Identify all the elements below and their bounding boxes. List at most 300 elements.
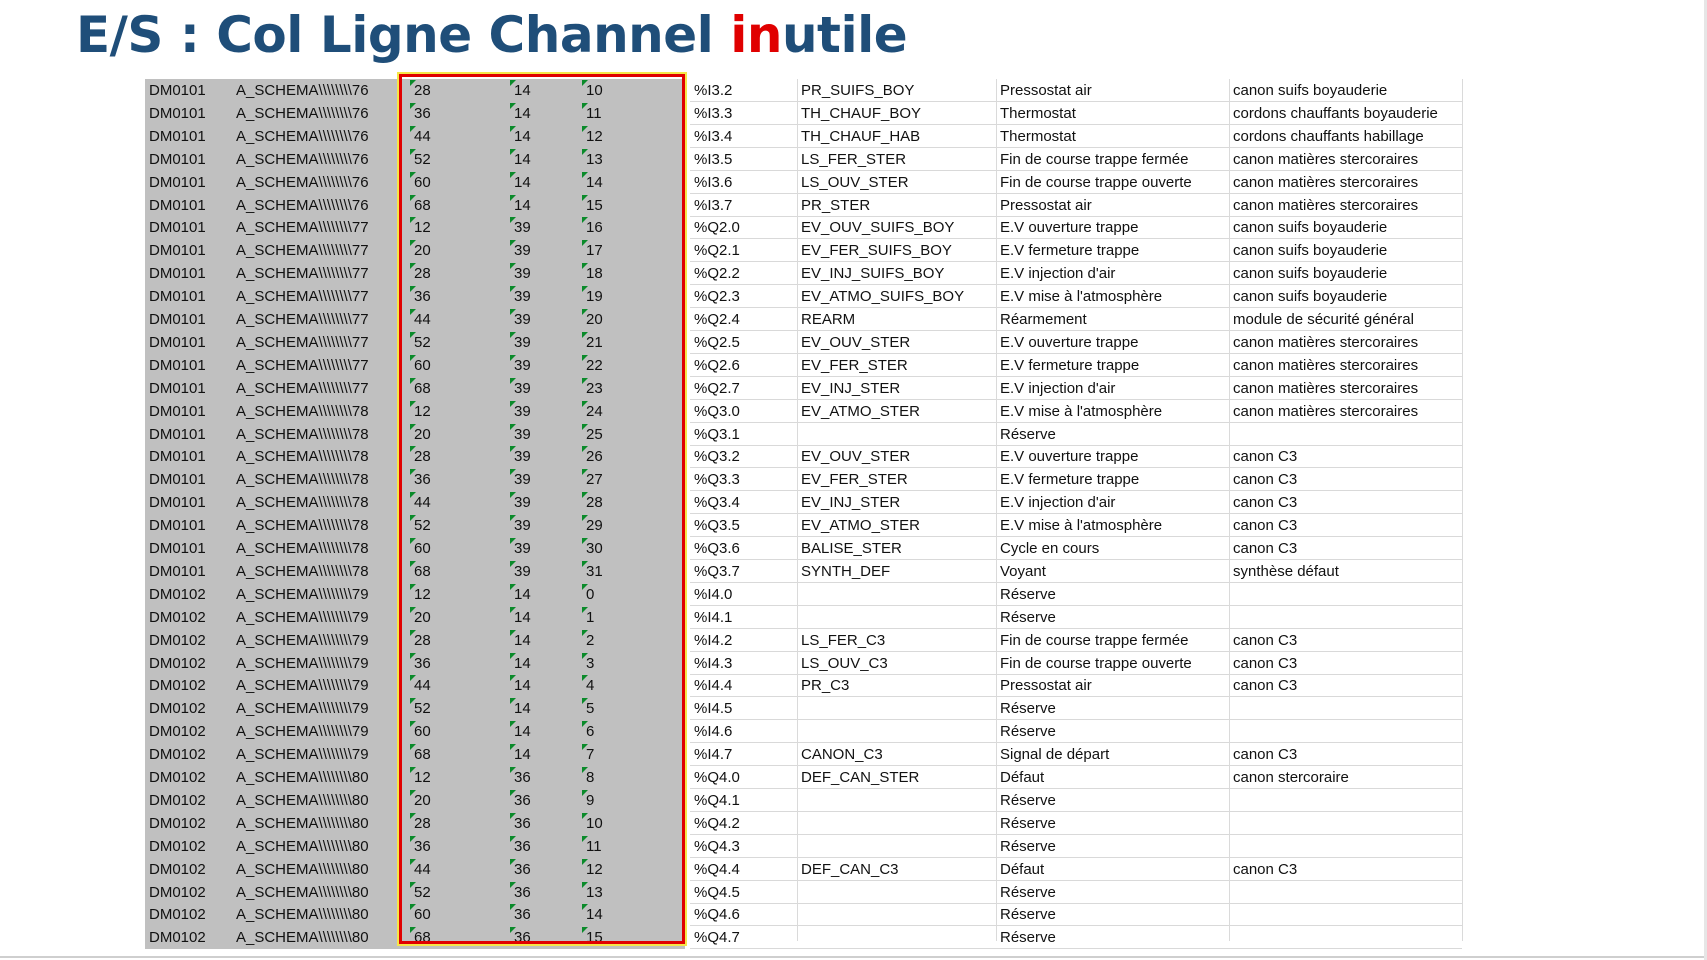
channel-cell[interactable]: 10 bbox=[584, 812, 603, 835]
address-cell[interactable]: %I3.3 bbox=[694, 104, 733, 122]
tag-cell[interactable]: EV_FER_STER bbox=[801, 471, 908, 489]
col-cell[interactable]: 12 bbox=[412, 216, 431, 239]
address-cell[interactable]: %Q2.5 bbox=[694, 333, 740, 351]
address-cell[interactable]: %Q4.3 bbox=[694, 837, 740, 855]
schema-cell[interactable]: A_SCHEMA\\\\\\\\78 bbox=[236, 494, 369, 512]
col-cell[interactable]: 60 bbox=[412, 354, 431, 377]
channel-cell[interactable]: 19 bbox=[584, 285, 603, 308]
description-cell[interactable]: Voyant bbox=[1000, 562, 1046, 580]
channel-cell[interactable]: 8 bbox=[584, 766, 594, 789]
address-cell[interactable]: %I3.6 bbox=[694, 173, 733, 191]
schema-cell[interactable]: A_SCHEMA\\\\\\\\77 bbox=[236, 242, 369, 260]
module-cell[interactable]: DM0101 bbox=[149, 333, 206, 351]
tag-cell[interactable]: EV_FER_STER bbox=[801, 356, 908, 374]
address-cell[interactable]: %Q2.6 bbox=[694, 356, 740, 374]
address-cell[interactable]: %Q3.1 bbox=[694, 425, 740, 443]
line-cell[interactable]: 14 bbox=[512, 652, 531, 675]
line-cell[interactable]: 36 bbox=[512, 835, 531, 858]
col-cell[interactable]: 28 bbox=[412, 812, 431, 835]
col-cell[interactable]: 68 bbox=[412, 926, 431, 949]
module-cell[interactable]: DM0101 bbox=[149, 104, 206, 122]
address-cell[interactable]: %Q3.4 bbox=[694, 494, 740, 512]
schema-cell[interactable]: A_SCHEMA\\\\\\\\80 bbox=[236, 814, 369, 832]
description-cell[interactable]: Fin de course trappe fermée bbox=[1000, 631, 1189, 649]
line-cell[interactable]: 14 bbox=[512, 171, 531, 194]
address-cell[interactable]: %Q3.7 bbox=[694, 562, 740, 580]
col-cell[interactable]: 36 bbox=[412, 652, 431, 675]
channel-cell[interactable]: 3 bbox=[584, 652, 594, 675]
channel-cell[interactable]: 27 bbox=[584, 468, 603, 491]
equipment-cell[interactable]: canon matières stercoraires bbox=[1233, 150, 1419, 168]
line-cell[interactable]: 36 bbox=[512, 926, 531, 949]
description-cell[interactable]: Réarmement bbox=[1000, 311, 1087, 328]
equipment-cell[interactable]: canon C3 bbox=[1233, 448, 1298, 466]
line-cell[interactable]: 39 bbox=[512, 308, 531, 331]
module-cell[interactable]: DM0101 bbox=[149, 562, 206, 580]
description-cell[interactable]: E.V injection d'air bbox=[1000, 494, 1116, 512]
line-cell[interactable]: 36 bbox=[512, 766, 531, 789]
tag-cell[interactable]: EV_INJ_STER bbox=[801, 494, 901, 512]
address-cell[interactable]: %Q2.4 bbox=[694, 311, 740, 328]
col-cell[interactable]: 60 bbox=[412, 171, 431, 194]
address-cell[interactable]: %Q2.1 bbox=[694, 242, 740, 260]
channel-cell[interactable]: 1 bbox=[584, 606, 594, 629]
channel-cell[interactable]: 31 bbox=[584, 560, 603, 583]
description-cell[interactable]: Défaut bbox=[1000, 769, 1045, 786]
channel-cell[interactable]: 11 bbox=[584, 102, 602, 125]
tag-cell[interactable]: BALISE_STER bbox=[801, 540, 902, 557]
address-cell[interactable]: %Q3.0 bbox=[694, 402, 740, 420]
description-cell[interactable]: E.V mise à l'atmosphère bbox=[1000, 517, 1163, 535]
equipment-cell[interactable]: canon C3 bbox=[1233, 494, 1298, 512]
address-cell[interactable]: %Q4.0 bbox=[694, 769, 740, 786]
module-cell[interactable]: DM0101 bbox=[149, 242, 206, 260]
tag-cell[interactable]: PR_SUIFS_BOY bbox=[801, 82, 915, 99]
address-cell[interactable]: %Q4.7 bbox=[694, 929, 740, 947]
equipment-cell[interactable]: canon stercoraire bbox=[1233, 769, 1349, 786]
channel-cell[interactable]: 25 bbox=[584, 423, 603, 446]
equipment-cell[interactable]: canon C3 bbox=[1233, 631, 1298, 649]
channel-cell[interactable]: 9 bbox=[584, 789, 594, 812]
module-cell[interactable]: DM0102 bbox=[149, 769, 206, 786]
schema-cell[interactable]: A_SCHEMA\\\\\\\\79 bbox=[236, 677, 369, 695]
module-cell[interactable]: DM0101 bbox=[149, 540, 206, 557]
schema-cell[interactable]: A_SCHEMA\\\\\\\\79 bbox=[236, 585, 369, 603]
address-cell[interactable]: %I4.6 bbox=[694, 723, 733, 741]
channel-cell[interactable]: 28 bbox=[584, 491, 603, 514]
col-cell[interactable]: 20 bbox=[412, 789, 431, 812]
schema-cell[interactable]: A_SCHEMA\\\\\\\\79 bbox=[236, 631, 369, 649]
schema-cell[interactable]: A_SCHEMA\\\\\\\\80 bbox=[236, 860, 369, 878]
module-cell[interactable]: DM0102 bbox=[149, 723, 206, 741]
col-cell[interactable]: 68 bbox=[412, 377, 431, 400]
col-cell[interactable]: 60 bbox=[412, 903, 431, 926]
line-cell[interactable]: 14 bbox=[512, 102, 531, 125]
description-cell[interactable]: Réserve bbox=[1000, 929, 1056, 947]
col-cell[interactable]: 68 bbox=[412, 194, 431, 217]
col-cell[interactable]: 68 bbox=[412, 560, 431, 583]
schema-cell[interactable]: A_SCHEMA\\\\\\\\78 bbox=[236, 471, 369, 489]
channel-cell[interactable]: 15 bbox=[584, 194, 603, 217]
module-cell[interactable]: DM0101 bbox=[149, 471, 206, 489]
description-cell[interactable]: E.V fermeture trappe bbox=[1000, 242, 1140, 260]
address-cell[interactable]: %I3.7 bbox=[694, 196, 733, 214]
module-cell[interactable]: DM0101 bbox=[149, 265, 206, 283]
description-cell[interactable]: Réserve bbox=[1000, 700, 1056, 718]
module-cell[interactable]: DM0102 bbox=[149, 654, 206, 672]
module-cell[interactable]: DM0101 bbox=[149, 173, 206, 191]
description-cell[interactable]: Réserve bbox=[1000, 906, 1056, 924]
description-cell[interactable]: E.V ouverture trappe bbox=[1000, 333, 1139, 351]
equipment-cell[interactable]: canon matières stercoraires bbox=[1233, 173, 1419, 191]
tag-cell[interactable]: SYNTH_DEF bbox=[801, 562, 891, 580]
col-cell[interactable]: 60 bbox=[412, 720, 431, 743]
description-cell[interactable]: Réserve bbox=[1000, 791, 1056, 809]
equipment-cell[interactable]: canon C3 bbox=[1233, 677, 1298, 695]
description-cell[interactable]: E.V injection d'air bbox=[1000, 379, 1116, 397]
line-cell[interactable]: 39 bbox=[512, 445, 531, 468]
col-cell[interactable]: 12 bbox=[412, 400, 431, 423]
line-cell[interactable]: 39 bbox=[512, 239, 531, 262]
channel-cell[interactable]: 12 bbox=[584, 125, 603, 148]
description-cell[interactable]: Réserve bbox=[1000, 723, 1056, 741]
equipment-cell[interactable]: cordons chauffants habillage bbox=[1233, 127, 1424, 145]
equipment-cell[interactable]: synthèse défaut bbox=[1233, 562, 1339, 580]
col-cell[interactable]: 44 bbox=[412, 491, 431, 514]
equipment-cell[interactable]: canon C3 bbox=[1233, 517, 1298, 535]
tag-cell[interactable]: EV_INJ_SUIFS_BOY bbox=[801, 265, 945, 283]
col-cell[interactable]: 36 bbox=[412, 835, 431, 858]
col-cell[interactable]: 36 bbox=[412, 468, 431, 491]
equipment-cell[interactable]: canon matières stercoraires bbox=[1233, 379, 1419, 397]
description-cell[interactable]: Fin de course trappe ouverte bbox=[1000, 654, 1192, 672]
module-cell[interactable]: DM0102 bbox=[149, 883, 206, 901]
module-cell[interactable]: DM0101 bbox=[149, 448, 206, 466]
schema-cell[interactable]: A_SCHEMA\\\\\\\\78 bbox=[236, 517, 369, 535]
schema-cell[interactable]: A_SCHEMA\\\\\\\\78 bbox=[236, 425, 369, 443]
line-cell[interactable]: 39 bbox=[512, 331, 531, 354]
description-cell[interactable]: E.V fermeture trappe bbox=[1000, 471, 1140, 489]
address-cell[interactable]: %Q3.6 bbox=[694, 540, 740, 557]
col-cell[interactable]: 52 bbox=[412, 881, 431, 904]
schema-cell[interactable]: A_SCHEMA\\\\\\\\77 bbox=[236, 333, 369, 351]
address-cell[interactable]: %I4.0 bbox=[694, 585, 733, 603]
schema-cell[interactable]: A_SCHEMA\\\\\\\\76 bbox=[236, 127, 369, 145]
col-cell[interactable]: 20 bbox=[412, 239, 431, 262]
equipment-cell[interactable]: canon C3 bbox=[1233, 654, 1298, 672]
schema-cell[interactable]: A_SCHEMA\\\\\\\\79 bbox=[236, 723, 369, 741]
equipment-cell[interactable]: module de sécurité général bbox=[1233, 311, 1414, 328]
schema-cell[interactable]: A_SCHEMA\\\\\\\\79 bbox=[236, 654, 369, 672]
line-cell[interactable]: 36 bbox=[512, 903, 531, 926]
channel-cell[interactable]: 29 bbox=[584, 514, 603, 537]
col-cell[interactable]: 36 bbox=[412, 285, 431, 308]
col-cell[interactable]: 44 bbox=[412, 674, 431, 697]
equipment-cell[interactable]: canon C3 bbox=[1233, 471, 1298, 489]
schema-cell[interactable]: A_SCHEMA\\\\\\\\76 bbox=[236, 150, 369, 168]
equipment-cell[interactable]: canon suifs boyauderie bbox=[1233, 288, 1388, 306]
tag-cell[interactable]: TH_CHAUF_BOY bbox=[801, 104, 922, 122]
channel-cell[interactable]: 11 bbox=[584, 835, 602, 858]
address-cell[interactable]: %I4.1 bbox=[694, 608, 733, 626]
schema-cell[interactable]: A_SCHEMA\\\\\\\\78 bbox=[236, 562, 369, 580]
description-cell[interactable]: Pressostat air bbox=[1000, 677, 1092, 695]
tag-cell[interactable]: CANON_C3 bbox=[801, 746, 883, 764]
equipment-cell[interactable]: canon suifs boyauderie bbox=[1233, 219, 1388, 237]
module-cell[interactable]: DM0101 bbox=[149, 356, 206, 374]
channel-cell[interactable]: 17 bbox=[584, 239, 603, 262]
line-cell[interactable]: 39 bbox=[512, 537, 531, 560]
channel-cell[interactable]: 23 bbox=[584, 377, 603, 400]
line-cell[interactable]: 14 bbox=[512, 125, 531, 148]
module-cell[interactable]: DM0101 bbox=[149, 219, 206, 237]
line-cell[interactable]: 39 bbox=[512, 514, 531, 537]
schema-cell[interactable]: A_SCHEMA\\\\\\\\80 bbox=[236, 791, 369, 809]
description-cell[interactable]: Cycle en cours bbox=[1000, 540, 1100, 557]
equipment-cell[interactable]: canon C3 bbox=[1233, 746, 1298, 764]
module-cell[interactable]: DM0102 bbox=[149, 585, 206, 603]
module-cell[interactable]: DM0102 bbox=[149, 608, 206, 626]
channel-cell[interactable]: 10 bbox=[584, 79, 603, 102]
col-cell[interactable]: 44 bbox=[412, 125, 431, 148]
schema-cell[interactable]: A_SCHEMA\\\\\\\\77 bbox=[236, 379, 369, 397]
line-cell[interactable]: 36 bbox=[512, 858, 531, 881]
description-cell[interactable]: E.V mise à l'atmosphère bbox=[1000, 402, 1163, 420]
col-cell[interactable]: 52 bbox=[412, 697, 431, 720]
line-cell[interactable]: 14 bbox=[512, 583, 531, 606]
col-cell[interactable]: 28 bbox=[412, 629, 431, 652]
channel-cell[interactable]: 0 bbox=[584, 583, 594, 606]
channel-cell[interactable]: 13 bbox=[584, 148, 603, 171]
description-cell[interactable]: E.V ouverture trappe bbox=[1000, 448, 1139, 466]
schema-cell[interactable]: A_SCHEMA\\\\\\\\80 bbox=[236, 769, 369, 786]
schema-cell[interactable]: A_SCHEMA\\\\\\\\76 bbox=[236, 82, 369, 99]
address-cell[interactable]: %I4.3 bbox=[694, 654, 733, 672]
equipment-cell[interactable]: canon suifs boyauderie bbox=[1233, 265, 1388, 283]
channel-cell[interactable]: 4 bbox=[584, 674, 594, 697]
tag-cell[interactable]: EV_ATMO_STER bbox=[801, 402, 920, 420]
equipment-cell[interactable]: cordons chauffants boyauderie bbox=[1233, 104, 1438, 122]
channel-cell[interactable]: 26 bbox=[584, 445, 603, 468]
line-cell[interactable]: 36 bbox=[512, 881, 531, 904]
col-cell[interactable]: 44 bbox=[412, 858, 431, 881]
description-cell[interactable]: Réserve bbox=[1000, 837, 1056, 855]
tag-cell[interactable]: LS_FER_STER bbox=[801, 150, 907, 168]
schema-cell[interactable]: A_SCHEMA\\\\\\\\76 bbox=[236, 196, 369, 214]
line-cell[interactable]: 36 bbox=[512, 789, 531, 812]
tag-cell[interactable]: DEF_CAN_C3 bbox=[801, 860, 899, 878]
module-cell[interactable]: DM0102 bbox=[149, 860, 206, 878]
line-cell[interactable]: 39 bbox=[512, 285, 531, 308]
module-cell[interactable]: DM0102 bbox=[149, 837, 206, 855]
line-cell[interactable]: 14 bbox=[512, 720, 531, 743]
tag-cell[interactable]: EV_ATMO_STER bbox=[801, 517, 920, 535]
schema-cell[interactable]: A_SCHEMA\\\\\\\\79 bbox=[236, 746, 369, 764]
channel-cell[interactable]: 14 bbox=[584, 903, 603, 926]
equipment-cell[interactable]: canon suifs boyauderie bbox=[1233, 242, 1388, 260]
schema-cell[interactable]: A_SCHEMA\\\\\\\\80 bbox=[236, 837, 369, 855]
address-cell[interactable]: %I4.4 bbox=[694, 677, 733, 695]
schema-cell[interactable]: A_SCHEMA\\\\\\\\80 bbox=[236, 906, 369, 924]
module-cell[interactable]: DM0101 bbox=[149, 82, 206, 99]
address-cell[interactable]: %Q3.2 bbox=[694, 448, 740, 466]
tag-cell[interactable]: EV_OUV_STER bbox=[801, 448, 911, 466]
tag-cell[interactable]: PR_C3 bbox=[801, 677, 850, 695]
tag-cell[interactable]: LS_OUV_STER bbox=[801, 173, 909, 191]
tag-cell[interactable]: EV_OUV_SUIFS_BOY bbox=[801, 219, 955, 237]
description-cell[interactable]: E.V ouverture trappe bbox=[1000, 219, 1139, 237]
description-cell[interactable]: Réserve bbox=[1000, 425, 1056, 443]
module-cell[interactable]: DM0102 bbox=[149, 814, 206, 832]
module-cell[interactable]: DM0102 bbox=[149, 631, 206, 649]
address-cell[interactable]: %Q2.0 bbox=[694, 219, 740, 237]
channel-cell[interactable]: 13 bbox=[584, 881, 603, 904]
address-cell[interactable]: %I3.4 bbox=[694, 127, 733, 145]
schema-cell[interactable]: A_SCHEMA\\\\\\\\80 bbox=[236, 929, 369, 947]
equipment-cell[interactable]: canon matières stercoraires bbox=[1233, 402, 1419, 420]
description-cell[interactable]: E.V fermeture trappe bbox=[1000, 356, 1140, 374]
col-cell[interactable]: 52 bbox=[412, 148, 431, 171]
line-cell[interactable]: 39 bbox=[512, 423, 531, 446]
col-cell[interactable]: 12 bbox=[412, 583, 431, 606]
col-cell[interactable]: 36 bbox=[412, 102, 431, 125]
address-cell[interactable]: %I3.5 bbox=[694, 150, 733, 168]
address-cell[interactable]: %Q4.6 bbox=[694, 906, 740, 924]
address-cell[interactable]: %I4.2 bbox=[694, 631, 733, 649]
channel-cell[interactable]: 5 bbox=[584, 697, 594, 720]
schema-cell[interactable]: A_SCHEMA\\\\\\\\77 bbox=[236, 265, 369, 283]
schema-cell[interactable]: A_SCHEMA\\\\\\\\80 bbox=[236, 883, 369, 901]
module-cell[interactable]: DM0101 bbox=[149, 196, 206, 214]
channel-cell[interactable]: 14 bbox=[584, 171, 603, 194]
line-cell[interactable]: 39 bbox=[512, 354, 531, 377]
col-cell[interactable]: 44 bbox=[412, 308, 431, 331]
description-cell[interactable]: Fin de course trappe ouverte bbox=[1000, 173, 1192, 191]
tag-cell[interactable]: EV_OUV_STER bbox=[801, 333, 911, 351]
description-cell[interactable]: Réserve bbox=[1000, 585, 1056, 603]
module-cell[interactable]: DM0101 bbox=[149, 150, 206, 168]
description-cell[interactable]: Réserve bbox=[1000, 883, 1056, 901]
module-cell[interactable]: DM0101 bbox=[149, 517, 206, 535]
schema-cell[interactable]: A_SCHEMA\\\\\\\\77 bbox=[236, 288, 369, 306]
address-cell[interactable]: %I3.2 bbox=[694, 82, 733, 99]
module-cell[interactable]: DM0101 bbox=[149, 311, 206, 328]
line-cell[interactable]: 39 bbox=[512, 468, 531, 491]
description-cell[interactable]: Pressostat air bbox=[1000, 82, 1092, 99]
channel-cell[interactable]: 18 bbox=[584, 262, 603, 285]
channel-cell[interactable]: 16 bbox=[584, 216, 603, 239]
schema-cell[interactable]: A_SCHEMA\\\\\\\\77 bbox=[236, 311, 369, 328]
col-cell[interactable]: 68 bbox=[412, 743, 431, 766]
channel-cell[interactable]: 2 bbox=[584, 629, 594, 652]
schema-cell[interactable]: A_SCHEMA\\\\\\\\77 bbox=[236, 356, 369, 374]
schema-cell[interactable]: A_SCHEMA\\\\\\\\79 bbox=[236, 700, 369, 718]
description-cell[interactable]: E.V injection d'air bbox=[1000, 265, 1116, 283]
equipment-cell[interactable]: canon matières stercoraires bbox=[1233, 356, 1419, 374]
line-cell[interactable]: 14 bbox=[512, 606, 531, 629]
channel-cell[interactable]: 30 bbox=[584, 537, 603, 560]
schema-cell[interactable]: A_SCHEMA\\\\\\\\78 bbox=[236, 540, 369, 557]
col-cell[interactable]: 12 bbox=[412, 766, 431, 789]
col-cell[interactable]: 20 bbox=[412, 606, 431, 629]
tag-cell[interactable]: DEF_CAN_STER bbox=[801, 769, 920, 786]
line-cell[interactable]: 14 bbox=[512, 79, 531, 102]
module-cell[interactable]: DM0102 bbox=[149, 791, 206, 809]
module-cell[interactable]: DM0102 bbox=[149, 929, 206, 947]
tag-cell[interactable]: LS_FER_C3 bbox=[801, 631, 886, 649]
col-cell[interactable]: 20 bbox=[412, 423, 431, 446]
channel-cell[interactable]: 15 bbox=[584, 926, 603, 949]
line-cell[interactable]: 39 bbox=[512, 560, 531, 583]
tag-cell[interactable]: LS_OUV_C3 bbox=[801, 654, 888, 672]
address-cell[interactable]: %I4.5 bbox=[694, 700, 733, 718]
module-cell[interactable]: DM0101 bbox=[149, 288, 206, 306]
line-cell[interactable]: 39 bbox=[512, 216, 531, 239]
line-cell[interactable]: 14 bbox=[512, 629, 531, 652]
schema-cell[interactable]: A_SCHEMA\\\\\\\\77 bbox=[236, 219, 369, 237]
description-cell[interactable]: Réserve bbox=[1000, 814, 1056, 832]
channel-cell[interactable]: 12 bbox=[584, 858, 603, 881]
description-cell[interactable]: Thermostat bbox=[1000, 104, 1076, 122]
line-cell[interactable]: 39 bbox=[512, 262, 531, 285]
schema-cell[interactable]: A_SCHEMA\\\\\\\\78 bbox=[236, 402, 369, 420]
channel-cell[interactable]: 21 bbox=[584, 331, 603, 354]
line-cell[interactable]: 14 bbox=[512, 743, 531, 766]
col-cell[interactable]: 60 bbox=[412, 537, 431, 560]
channel-cell[interactable]: 6 bbox=[584, 720, 594, 743]
address-cell[interactable]: %Q2.2 bbox=[694, 265, 740, 283]
module-cell[interactable]: DM0101 bbox=[149, 402, 206, 420]
description-cell[interactable]: Signal de départ bbox=[1000, 746, 1110, 764]
line-cell[interactable]: 39 bbox=[512, 491, 531, 514]
module-cell[interactable]: DM0102 bbox=[149, 700, 206, 718]
col-cell[interactable]: 28 bbox=[412, 445, 431, 468]
address-cell[interactable]: %Q4.5 bbox=[694, 883, 740, 901]
description-cell[interactable]: Fin de course trappe fermée bbox=[1000, 150, 1189, 168]
tag-cell[interactable]: EV_FER_SUIFS_BOY bbox=[801, 242, 952, 260]
address-cell[interactable]: %Q2.7 bbox=[694, 379, 740, 397]
channel-cell[interactable]: 22 bbox=[584, 354, 603, 377]
module-cell[interactable]: DM0101 bbox=[149, 494, 206, 512]
address-cell[interactable]: %Q2.3 bbox=[694, 288, 740, 306]
address-cell[interactable]: %Q4.2 bbox=[694, 814, 740, 832]
address-cell[interactable]: %Q3.3 bbox=[694, 471, 740, 489]
schema-cell[interactable]: A_SCHEMA\\\\\\\\79 bbox=[236, 608, 369, 626]
module-cell[interactable]: DM0102 bbox=[149, 677, 206, 695]
line-cell[interactable]: 36 bbox=[512, 812, 531, 835]
col-cell[interactable]: 28 bbox=[412, 262, 431, 285]
tag-cell[interactable]: EV_INJ_STER bbox=[801, 379, 901, 397]
tag-cell[interactable]: EV_ATMO_SUIFS_BOY bbox=[801, 288, 965, 306]
module-cell[interactable]: DM0101 bbox=[149, 379, 206, 397]
module-cell[interactable]: DM0102 bbox=[149, 906, 206, 924]
module-cell[interactable]: DM0101 bbox=[149, 425, 206, 443]
channel-cell[interactable]: 24 bbox=[584, 400, 603, 423]
tag-cell[interactable]: PR_STER bbox=[801, 196, 871, 214]
col-cell[interactable]: 28 bbox=[412, 79, 431, 102]
description-cell[interactable]: E.V mise à l'atmosphère bbox=[1000, 288, 1163, 306]
line-cell[interactable]: 39 bbox=[512, 377, 531, 400]
col-cell[interactable]: 52 bbox=[412, 331, 431, 354]
schema-cell[interactable]: A_SCHEMA\\\\\\\\76 bbox=[236, 173, 369, 191]
line-cell[interactable]: 14 bbox=[512, 697, 531, 720]
description-cell[interactable]: Défaut bbox=[1000, 860, 1045, 878]
equipment-cell[interactable]: canon C3 bbox=[1233, 540, 1298, 557]
address-cell[interactable]: %Q4.4 bbox=[694, 860, 740, 878]
description-cell[interactable]: Thermostat bbox=[1000, 127, 1076, 145]
col-cell[interactable]: 52 bbox=[412, 514, 431, 537]
description-cell[interactable]: Réserve bbox=[1000, 608, 1056, 626]
